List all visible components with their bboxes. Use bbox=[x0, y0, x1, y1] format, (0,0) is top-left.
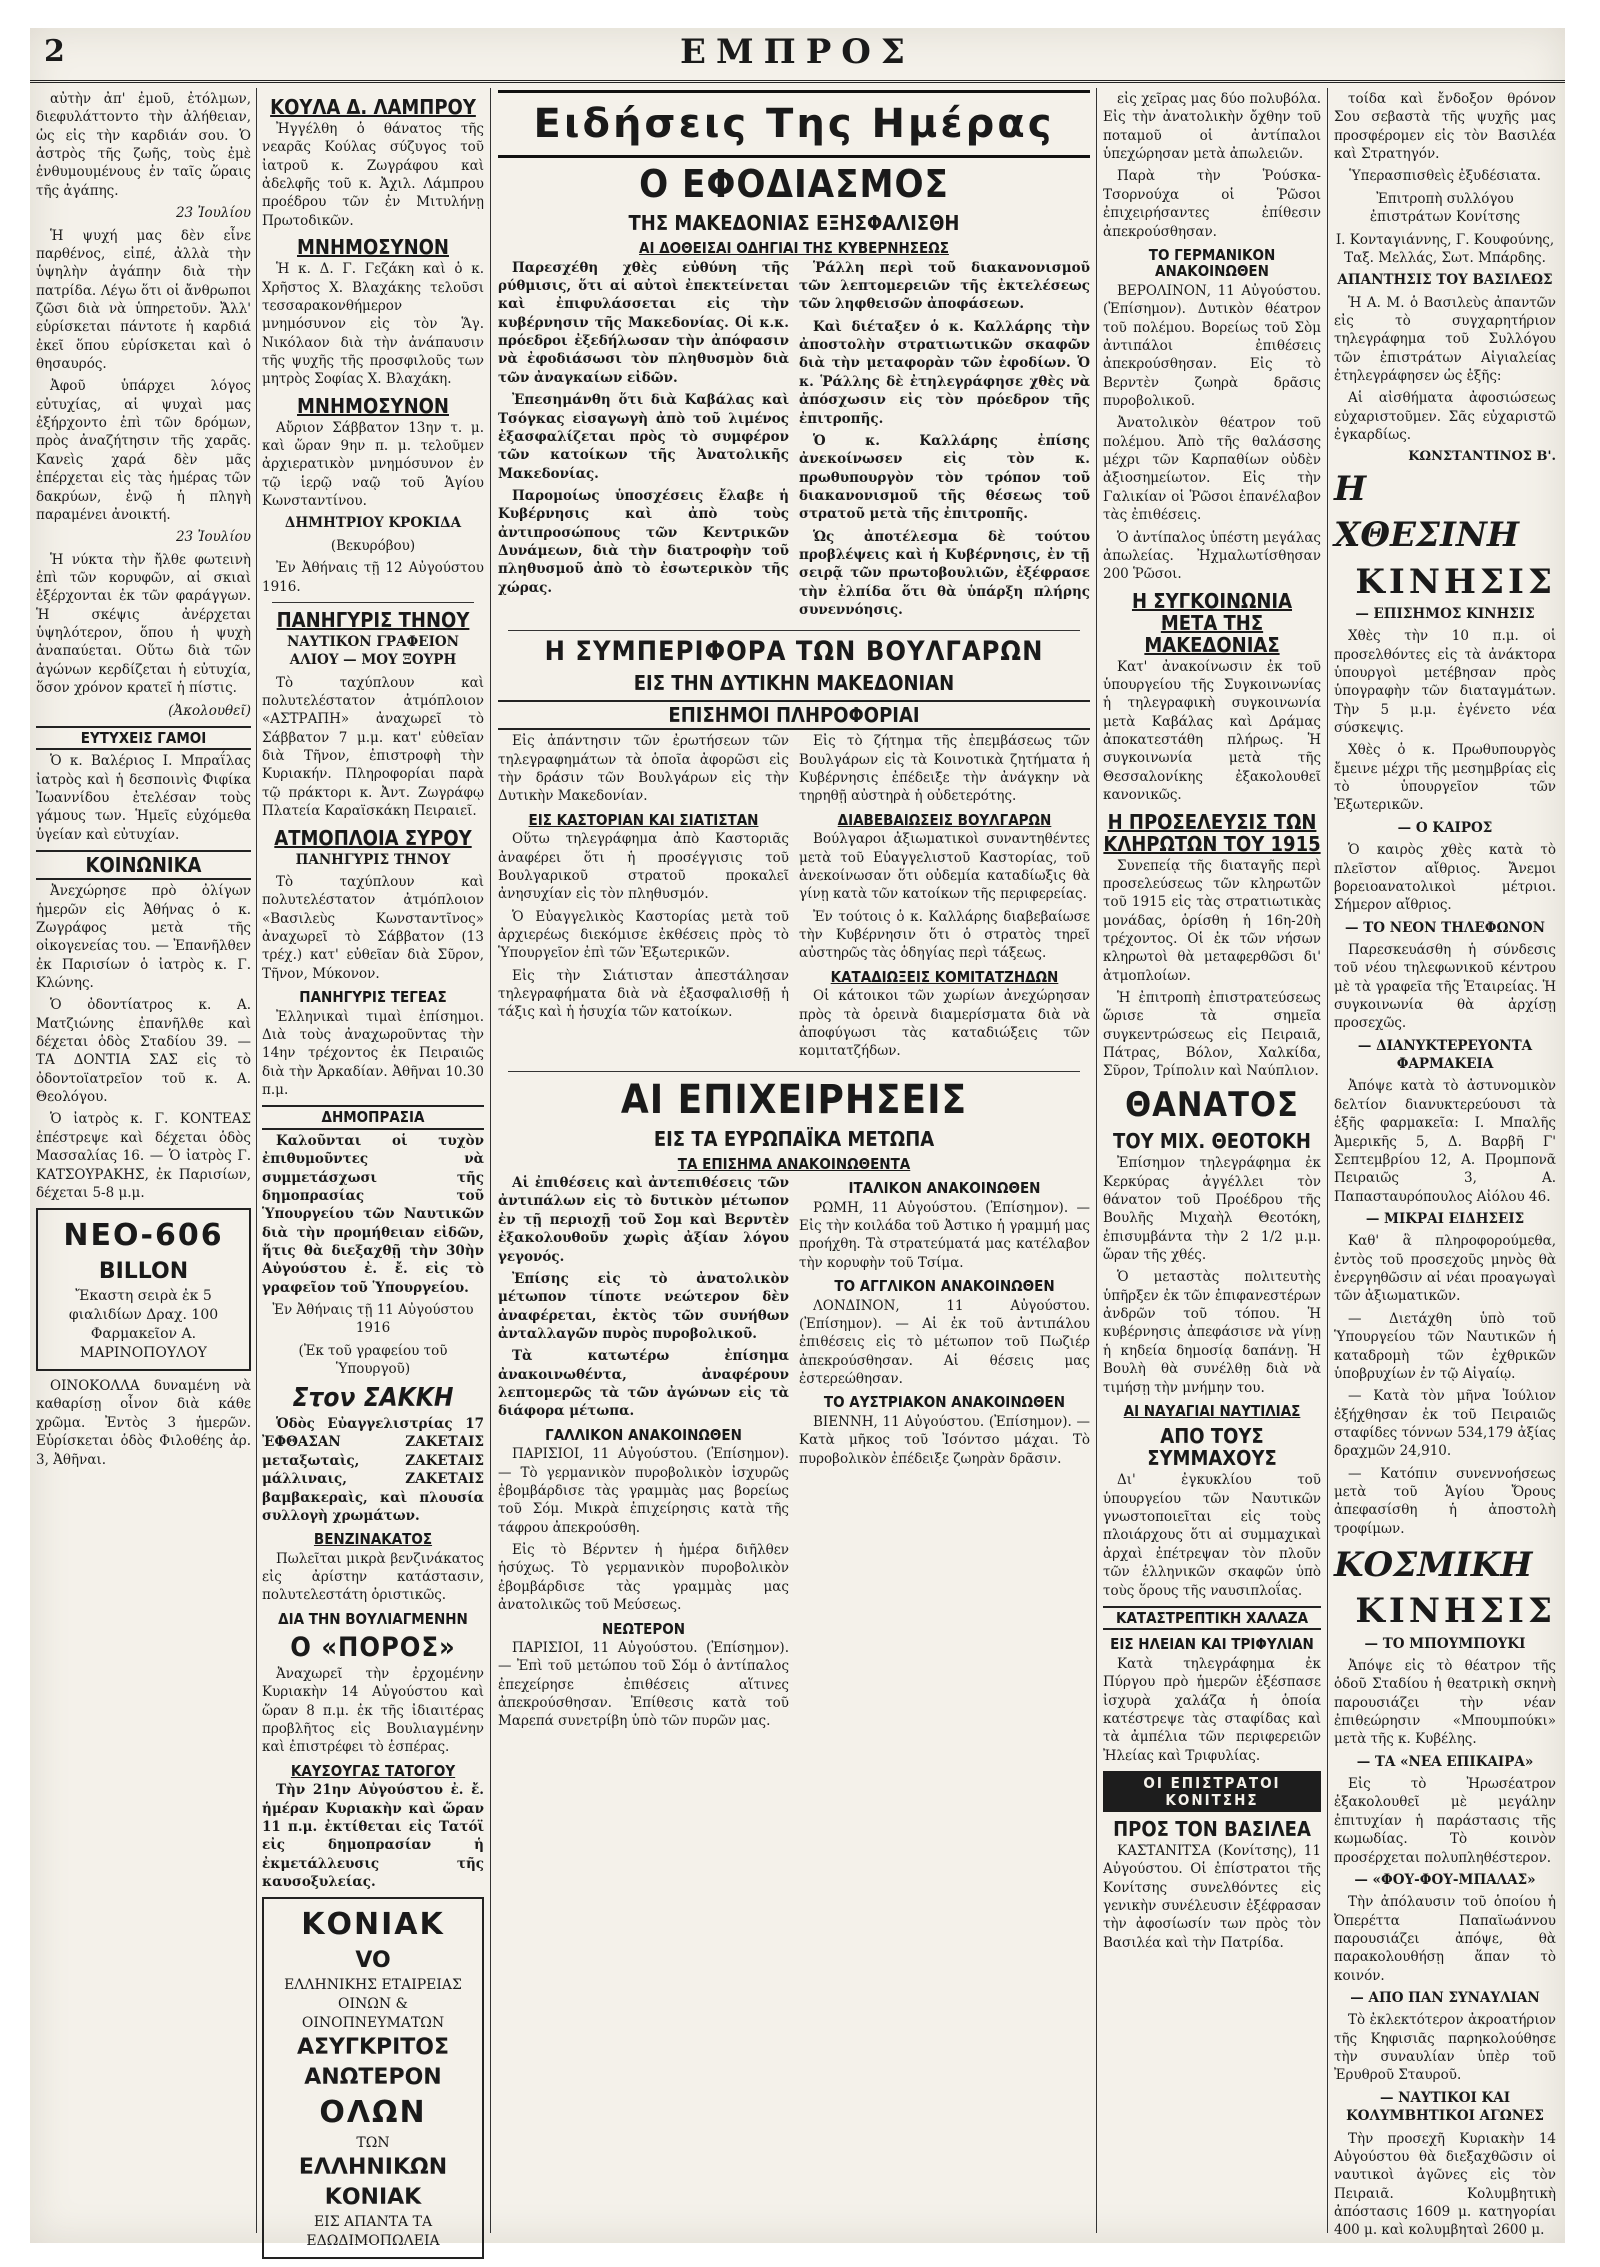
subheading: — ΤΑ «ΝΕΑ ΕΠΙΚΑΙΡΑ» bbox=[1356, 1753, 1534, 1770]
paragraph: Ἡ ψυχή μας δὲν εἶνε παρθένος, εἰπέ, ἀλλὰ τὴν ὑψηλὴν ἀγάπην διὰ τὴν πατρίδα. Λέγω ὅτι οἱ ἄνθρωποι ζῶσι διὰ νὰ ὑπηρετοῦν. Ἄλλ' εὑρίσκεται πάντοτε ἡ καρδιά ἐκεῖ ὅπου εὑρίσκεται καὶ ὁ θησαυρός. bbox=[36, 227, 251, 373]
headline-deck: ΤΑ ΕΠΙΣΗΜΑ ΑΝΑΚΟΙΝΩΘΕΝΤΑ bbox=[677, 1154, 911, 1173]
signature: Ἐπιτροπὴ συλλόγου ἐπιστράτων Κονίτσης bbox=[1369, 190, 1521, 226]
dateline: 23 Ἰουλίου bbox=[175, 529, 251, 546]
paragraph: Χθὲς ὁ κ. Πρωθυπουργὸς ἔμεινε μέχρι τῆς μεσημβρίας εἰς τὸ ὑπουργεῖον τῶν Ἐξωτερικῶν. bbox=[1334, 742, 1556, 814]
paragraph: Ἐπεσημάνθη ὅτι διὰ Καβάλας καὶ Τσόγκας εἰσαγωγὴ ἀπὸ τοῦ λιμένος ἐξασφαλίζεται πρὸς τὸ συμφέρον τῶν κατοίκων τῆς Ἀνατολικῆς Μακεδονίας. bbox=[498, 392, 789, 482]
paragraph: Καὶ διέταξεν ὁ κ. Καλλάρης τὴν ἀποστολὴν στρατιωτικῶν σκαφῶν διὰ τὴν μεταφορὰν τῶν ἐφοδίων. Ὁ κ. Ῥάλλης δὲ ἐτηλεγράφησε χθὲς νὰ ἀπόσχωσιν εἰς τὸν πρόεδρον τῆς ἐπιτροπῆς. bbox=[799, 318, 1090, 427]
notice-subheading: ΠΑΝΗΓΥΡΙΣ ΤΗΝΟΥ bbox=[295, 851, 451, 868]
subheading: — «ΦΟΥ-ΦΟΥ-ΜΠΑΛΑΣ» bbox=[1354, 1871, 1536, 1888]
paragraph: αὐτὴν ἀπ' ἐμοῦ, ἐτόλμων, διεφυλάττοντο τὴν ἀλήθειαν, ὡς εἰς τὴν καρδιάν σου. Ὁ ἀστρὸς τῆς ζωῆς, τοὺς ἐμὲ ἐνθυμουμένους ἐν ταῖς ὥραις τῆς ἀγάπης. bbox=[36, 91, 251, 199]
subheading: — ΝΑΥΤΙΚΟΙ ΚΑΙ ΚΟΛΥΜΒΗΤΙΚΟΙ ΑΓΩΝΕΣ bbox=[1346, 2089, 1544, 2125]
subheading: ΤΟ ΑΥΣΤΡΙΑΚΟΝ ΑΝΑΚΟΙΝΩΘΕΝ bbox=[823, 1393, 1066, 1412]
ad-line: ΟΛΩΝ bbox=[319, 2095, 427, 2131]
headline: ΟΙ ΕΠΙΣΤΡΑΤΟΙ ΚΟΝΙΤΣΗΣ bbox=[1103, 1771, 1321, 1812]
quote: Ὑπερασπισθεὶς ἐξυδέσιατα. bbox=[1349, 168, 1541, 185]
newspaper-page bbox=[30, 28, 1565, 2249]
paragraph: — Κατόπιν συνεννοήσεως μετὰ τοῦ Ἁγίου Ὄρους ἀπεφασίσθη ἡ ἀποστολὴ τροφίμων. bbox=[1334, 1465, 1556, 1537]
paragraph: Ὁ ἀντίπαλος ὑπέστη μεγάλας ἀπωλείας. Ἠχμαλωτίσθησαν 200 Ῥῶσοι. bbox=[1103, 529, 1321, 583]
quote: Αἱ αἰσθήματα ἀφοσιώσεως εὐχαριστοῦμεν. Σᾶς εὐχαριστῶ ἐγκαρδίως. bbox=[1334, 390, 1556, 444]
subheading: — ΤΟ ΜΠΟΥΜΠΟΥΚΙ bbox=[1364, 1635, 1526, 1652]
paragraph: Τὰ κατωτέρω ἐπίσημα ἀνακοινωθέντα, ἀναφέρουν λεπτομερῶς τὰ τῶν ἀγώνων εἰς τὰ διάφορα μέτωπα. bbox=[498, 1348, 789, 1420]
column-rule bbox=[1096, 88, 1097, 2233]
paragraph: Ὁ ἰατρὸς κ. Γ. ΚΟΝΤΕΑΣ ἐπέστρεψε καὶ δέχεται ὁδὸς Μασσαλίας 16. — Ὁ ἰατρὸς Γ. ΚΑΤΣΟΥΡΑΚΗΣ, ἐκ Παρισίων, δέχεται 5-8 μ.μ. bbox=[36, 1111, 251, 1201]
headline: Ο ΕΦΟΔΙΑΣΜΟΣ bbox=[639, 162, 949, 207]
ad-line: ΑΣΥΓΚΡΙΤΟΣ ΑΝΩΤΕΡΟΝ bbox=[296, 2035, 450, 2091]
paragraph: Παρεσκευάσθη ἡ σύνδεσις τοῦ νέου τηλεφωνικοῦ κέντρου μὲ τὰ γραφεῖα τῆς Ἑταιρείας. Ἡ συγκοινωνία θὰ ἀρχίσῃ προσεχῶς. bbox=[1334, 941, 1556, 1032]
paragraph: Ἡ Α. Μ. ὁ Βασιλεὺς ἀπαντῶν εἰς τὸ συγχαρητήριον τηλεγράφημα τοῦ Συλλόγου τῶν ἐπιστράτων Αἰγιαλείας ἐτηλεγράφησεν ὡς ἑξῆς: bbox=[1334, 294, 1556, 385]
paragraph: Ἀνατολικὸν θέατρον τοῦ πολέμου. Ἀπὸ τῆς θαλάσσης μέχρι τῶν Καρπαθίων οὐδὲν ἀξιοσημείωτον. Εἰς τὴν Γαλικίαν οἱ Ῥῶσοι ἐπανέλαβον τὰς ἐπιθέσεις. bbox=[1103, 415, 1321, 524]
headline-deck: ΑΙ ΔΟΘΕΙΣΑΙ ΟΔΗΓΙΑΙ ΤΗΣ ΚΥΒΕΡΝΗΣΕΩΣ bbox=[639, 239, 949, 258]
paragraph: Τὴν ἀπόλαυσιν τοῦ ὁποίου ἡ Ὀπερέττα Παπαϊωάννου παρουσιάζει ἀπόψε, θὰ παρακολουθήσῃ ἅπαν τὸ κοινόν. bbox=[1334, 1894, 1556, 1984]
paragraph: Ὡς ἀποτέλεσμα δὲ τούτου προβλέψεις καὶ ἡ Κυβέρνησις, ἐν τῇ σειρᾷ τῶν πρωτοβουλιῶν, ἐξέφρασε τὴν ἐλπίδα ὅτι θὰ ὑπάρξη πλήρης συνεννόησις. bbox=[799, 528, 1090, 619]
ad-line: ΕΛΛΗΝΙΚΗΣ ΕΤΑΙΡΕΙΑΣ ΟΙΝΩΝ & ΟΙΝΟΠΝΕΥΜΑΤΩΝ bbox=[284, 1977, 462, 2032]
ad-line: ΕΙΣ ΑΠΑΝΤΑ ΤΑ ΕΔΩΔΙΜΟΠΩΛΕΙΑ bbox=[306, 2213, 440, 2249]
paragraph: Εἰς τὸ Ἠρωσέατρον ἐξακολουθεῖ μὲ μεγάλην ἐπιτυχίαν ἡ παράστασις τῆς κωμωδίας. Τὸ κοινὸν προσέρχεται πολυπληθέστερον. bbox=[1334, 1776, 1556, 1866]
subheading: ΔΙΑΒΕΒΑΙΩΣΕΙΣ ΒΟΥΛΓΑΡΩΝ bbox=[837, 810, 1052, 829]
dateline: Ἐν Ἀθήναις τῇ 11 Αὐγούστου 1916 bbox=[272, 1302, 474, 1337]
paragraph: Παρεσχέθη χθὲς εὐθύνη τῆς ρύθμισις, ὅτι αἱ αὐτοὶ ἐπεκτείνεται καὶ ἐπιφυλάσσεται εἰς τὴν κυβέρνησιν τῆς Μακεδονίας. Οἱ κ.κ. πρόεδροι ἐξεδήλωσαν τὴν ἀπόφασιν νὰ ἐφοδιάσωσι τὸν πληθυσμὸν διὰ τῶν ἀναγκαίων εἰδῶν. bbox=[498, 259, 789, 386]
divider bbox=[508, 630, 1080, 631]
subheading: ΙΤΑΛΙΚΟΝ ΑΝΑΚΟΙΝΩΘΕΝ bbox=[848, 1179, 1041, 1198]
section-title: ΚΟΣΜΙΚΗ bbox=[1334, 1545, 1533, 1586]
column-2 bbox=[262, 90, 484, 2249]
paragraph: εἰς χεῖρας μας δύο πολυβόλα. Εἰς τὴν ἀνατολικὴν ὄχθην τοῦ ποταμοῦ οἱ ἀντίπαλοι ὑπεχώρησαν μετὰ ἀπωλειῶν. bbox=[1103, 91, 1321, 163]
paragraph: ΠΑΡΙΣΙΟΙ, 11 Αὐγούστου. (Ἐπίσημον). — Ἐπὶ τοῦ μετώπου τοῦ Σόμ ὁ ἀντίπαλος ἐπεχείρησε ἐπιθέσεις αἵτινες ἀπεκρούσθησαν. Ἐπίθεσις κατὰ τοῦ Μαρεπά συνετρίβη ὑπὸ τῶν πυρῶν μας. bbox=[498, 1640, 789, 1730]
headline-sub: ΕΙΣ ΤΑ ΕΥΡΩΠΑΪΚΑ ΜΕΤΩΠΑ bbox=[653, 1126, 935, 1151]
paragraph: Χθὲς τὴν 10 π.μ. οἱ προσελθόντες εἰς τὰ ἀνάκτορα ὑπουργοὶ μετέβησαν πρὸς ὑπογραφὴν τῶν διαταγμάτων. Τὴν 5 μ.μ. ἐγένετο νέα σύσκεψις. bbox=[1334, 628, 1556, 736]
paragraph: ΡΩΜΗ, 11 Αὐγούστου. (Ἐπίσημον). — Εἰς τὴν κοιλάδα τοῦ Ἀστικο ἡ γραμμή μας προήχθη. Τὰ στρατεύματά μας κατέλαβον τὴν κορυφὴν τοῦ Τσίμα. bbox=[799, 1199, 1090, 1271]
paragraph: Ὁ καιρὸς χθὲς κατὰ τὸ πλεῖστον αἴθριος. Ἄνεμοι βορειοανατολικοὶ μέτριοι. Σήμερον αἴθριος. bbox=[1334, 842, 1556, 914]
subheading: — ΤΟ ΝΕΟΝ ΤΗΛΕΦΩΝΟΝ bbox=[1345, 919, 1545, 936]
subheading: ΤΟ ΑΓΓΛΙΚΟΝ ΑΝΑΚΟΙΝΩΘΕΝ bbox=[834, 1277, 1055, 1296]
paragraph: Καθ' ἃ πληροφορούμεθα, ἐντὸς τοῦ προσεχοῦς μηνὸς θὰ ἐνεργηθῶσιν αἱ νέαι προαγωγαὶ τῶν ἀξιωματικῶν. bbox=[1334, 1233, 1556, 1305]
paragraph: ΠΑΡΙΣΙΟΙ, 11 Αὐγούστου. (Ἐπίσημον). — Τὸ γερμανικὸν πυροβολικὸν ἰσχυρῶς ἐβομβάρδισε τὰς γραμμὰς μας βορείως τοῦ Σόμ. Μικρὰ ἐπιχείρησις κατὰ τῆς τάφρου ἀπεκρούσθη. bbox=[498, 1446, 789, 1536]
headline-sub: ΤΗΣ ΜΑΚΕΔΟΝΙΑΣ ΕΞΗΣΦΑΛΙΣΘΗ bbox=[628, 211, 960, 236]
paragraph: Βούλγαροι ἀξιωματικοὶ συναντηθέντες μετὰ τοῦ Εὐαγγελιστοῦ Καστορίας, τοῦ ἀνεκοίνωσαν ὅτι οὐδεμία καταδίωξις θὰ γίνῃ κατὰ τῶν κατοίκων τῆς περιφερείας. bbox=[799, 831, 1090, 903]
divider bbox=[272, 602, 474, 603]
ad-heading-name: ΣΑΚΚΗ bbox=[363, 1383, 454, 1414]
column-5 bbox=[1334, 90, 1556, 2239]
column-rule bbox=[256, 88, 257, 2233]
notice-heading: ΠΑΝΗΓΥΡΙΣ ΤΕΓΕΑΣ bbox=[299, 988, 447, 1007]
article-body bbox=[498, 732, 1090, 1064]
paragraph: Ὁ ὀδοντίατρος κ. Α. Ματζιώνης ἐπανῆλθε καὶ δέχεται ὁδὸς Σταδίου 39. — ΤΑ ΔΟΝΤΙΑ ΣΑΣ εἰς τὸ ὀδοντοϊατρεῖον τοῦ κ. Α. Θεολόγου. bbox=[36, 997, 251, 1106]
subheading: — ΕΠΙΣΗΜΟΣ ΚΙΝΗΣΙΣ bbox=[1355, 605, 1535, 622]
paragraph: — Κατὰ τὸν μῆνα Ἰούλιον ἐξήχθησαν ἐκ τοῦ Πειραιῶς σταφίδες τόννων 534,179 ἀξίας δραχμῶν 24,910. bbox=[1334, 1388, 1556, 1460]
paragraph: Οἱ κάτοικοι τῶν χωρίων ἀνεχώρησαν πρὸς τὰ ὀρεινὰ διαμερίσματα διὰ νὰ ἀποφύγωσι τὰς καταδιώξεις τῶν κομιτατζήδων. bbox=[799, 988, 1090, 1060]
paragraph: Ἐν τούτοις ὁ κ. Καλλάρης διαβεβαίωσε τὴν Κυβέρνησιν ὅτι ὁ στρατὸς τηρεῖ αὐστηρῶς τὰς ὁδηγίας περὶ τάξεως. bbox=[799, 908, 1090, 962]
paragraph: Ἠγγέλθη ὁ θάνατος τῆς νεαρᾶς Κούλας σύζυγος τοῦ ἰατροῦ κ. Ζωγράφου καὶ ἀδελφῆς τοῦ κ. Ἀχιλ. Λάμπρου προέδρου τῶν ἐν Μιτυλήνῃ Πρωτοδικῶν. bbox=[262, 121, 484, 229]
advertisement-neo606 bbox=[36, 1208, 251, 1371]
names: Ι. Κονταγιάννης, Γ. Κουφούνης, Ταξ. Μελλάς, Σωτ. Μπάρδης. bbox=[1335, 231, 1555, 266]
ad-heading-prefix: Στον bbox=[292, 1383, 356, 1414]
subheading: ΑΠΑΝΤΗΣΙΣ ΤΟΥ ΒΑΣΙΛΕΩΣ bbox=[1337, 272, 1553, 289]
paragraph: ΚΑΣΤΑΝΙΤΣΑ (Κονίτσης), 11 Αὐγούστου. Οἱ ἐπίστρατοι τῆς Κονίτσης συνελθόντες εἰς γενικὴν συνέλευσιν ἐξέφρασαν τὴν ἀφοσίωσίν των πρὸς τὸν Βασιλέα καὶ τὴν Πατρίδα. bbox=[1103, 1843, 1321, 1951]
paragraph: Κατ' ἀνακοίνωσιν ἐκ τοῦ ὑπουργείου τῆς Συγκοινωνίας ἡ τηλεγραφικὴ συγκοινωνία μετὰ Καβάλας καὶ Δράμας ἀποκατεστάθη πλήρως. Ἡ συγκοινωνία μετὰ τῆς Θεσσαλονίκης ἐξακολουθεῖ κανονικῶς. bbox=[1103, 658, 1321, 804]
notice-heading: ΜΝΗΜΟΣΥΝΟΝ bbox=[297, 393, 449, 418]
notice-heading: ΔΗΜΟΠΡΑΣΙΑ bbox=[262, 1105, 484, 1130]
page-number: 2 bbox=[44, 34, 65, 69]
paragraph: Εἰς τὴν Σιάτισταν ἀπεστάλησαν τηλεγραφήματα διὰ νὰ ἐξασφαλισθῇ ἡ τάξις καὶ ἡ ἡσυχία τῶν κατοίκων. bbox=[498, 967, 789, 1021]
paragraph: Ἀφοῦ ὑπάρχει λόγος εὐτυχίας, αἱ ψυχαὶ μας ἐξήρχοντο ἐπὶ τῶν δρόμων, πρὸς ἀναζήτησιν τῆς χαρᾶς. Κανεὶς χαρά δὲν μᾶς ἐπέρχεται εἰς τὰς ἡμέρας τῶν δακρύων, ἐνῷ ἡ πληγὴ παραμένει ἀνοικτή. bbox=[36, 378, 251, 523]
section-title: Η ΧΘΕΣΙΝΗ bbox=[1334, 469, 1520, 556]
notice-subheading: ΝΑΥΤΙΚΟΝ ΓΡΑΦΕΙΟΝ ΑΛΙΟΥ — ΜΟΥ ΞΟΥΡΗ bbox=[286, 633, 460, 669]
paragraph: Ὁδὸς Εὐαγγελιστρίας 17 ἘΦΘΑΣΑΝ ΖΑΚΕΤΑΙΣ μεταξωταὶς, ΖΑΚΕΤΑΙΣ μάλλιναις, ΖΑΚΕΤΑΙΣ βαμβακεραὶς, καὶ πλουσία συλλογὴ χρωμάτων. bbox=[262, 1416, 484, 1524]
subheading: — ΑΠΟ ΠΑΝ ΣΥΝΑΥΛΙΑΝ bbox=[1350, 1990, 1540, 2007]
ad-heading: ΒΕΝΖΙΝΑΚΑΤΟΣ bbox=[313, 1530, 433, 1549]
notice-heading: ΑΤΜΟΠΛΟΙΑ ΣΥΡΟΥ bbox=[274, 825, 472, 850]
ad-title: ΚΟΝΙΑΚ bbox=[301, 1907, 445, 1943]
headline: Η ΠΡΟΣΕΛΕΥΣΙΣ ΤΩΝ ΚΛΗΡΩΤΩΝ ΤΟΥ 1915 bbox=[1103, 809, 1321, 856]
subheading: ΤΟ ΓΕΡΜΑΝΙΚΟΝ ΑΝΑΚΟΙΝΩΘΕΝ bbox=[1148, 245, 1276, 281]
headline: Η ΣΥΜΠΕΡΙΦΟΡΑ ΤΩΝ ΒΟΥΛΓΑΡΩΝ bbox=[544, 635, 1044, 667]
paragraph: Τὸ ταχύπλουν καὶ πολυτελέστατον ἀτμόπλοιον «ΑΣΤΡΑΠΗ» ἀναχωρεῖ τὸ Σάββατον 7 μ.μ. κατ' εὐθεῖαν διὰ Τῆνον, ἐπιστροφὴ τὴν Κυριακήν. Πληροφορίαι παρὰ τῷ πράκτορι κ. Ἀντ. Ζωγράφῳ Πλατεία Καραϊσκάκη Πειραιεῖ. bbox=[262, 674, 484, 820]
paragraph: Ἐπίσημον τηλεγράφημα ἐκ Κερκύρας ἀγγέλλει τὸν θάνατον τοῦ Προέδρου τῆς Βουλῆς Μιχαὴλ Θεοτόκη, ἐπισυμβάντα τὴν 2 1/2 μ.μ. ὥραν τῆς χθές. bbox=[1103, 1155, 1321, 1263]
ad-line: ΤΩΝ bbox=[356, 2134, 390, 2151]
paragraph: Αὔριον Σάββατον 13ην τ. μ. καὶ ὥραν 9ην π. μ. τελοῦμεν ἀρχιερατικὸν μνημόσυνον ἐν τῷ ἱερῷ ναῷ τοῦ Ἁγίου Κωνσταντίνου. bbox=[262, 419, 484, 510]
ad-subtitle: BILLON bbox=[98, 1259, 189, 1285]
dateline: Ἐν Ἀθήναις τῇ 12 Αὐγούστου 1916. bbox=[262, 560, 484, 595]
ad-text: Ἔκαστη σειρὰ ἐκ 5 φιαλιδίων Δραχ. 100 Φαρμακεῖον Α. ΜΑΡΙΝΟΠΟΥΛΟΥ bbox=[68, 1287, 219, 1362]
section-title: ΚΙΝΗΣΙΣ bbox=[1355, 1591, 1556, 1632]
subheading: ΓΑΛΛΙΚΟΝ ΑΝΑΚΟΙΝΩΘΕΝ bbox=[545, 1425, 742, 1444]
paragraph: Καλοῦνται οἱ τυχὸν ἐπιθυμοῦντες νὰ συμμετάσχωσι τῆς δημοπρασίας τοῦ Ὑπουργείου τῶν Ναυτικῶν διὰ τὴν προμήθειαν εἰδῶν, ἥτις θὰ διεξαχθῇ τὴν 30ὴν Αὐγούστου ἐ. ἔ. εἰς τὸ γραφεῖον τοῦ Ὑπουργείου. bbox=[262, 1132, 484, 1296]
masthead bbox=[30, 28, 1565, 83]
paragraph: Ἡ νύκτα τὴν ἤλθε φωτεινὴ ἐπὶ τῶν κορυφῶν, αἱ σκιαὶ ἐξέρχονται ἐκ τῶν φαράγγων. Ἡ σκέψις ἀνέρχεται ὑψηλότερον, ὅπου ἡ ψυχὴ ἀναπαύεται. Οὕτω διὰ τῶν ἀγώνων κερδίζεται ἡ εὐτυχία, ὅσον χρόνον κρατεῖ ἡ πίστις. bbox=[36, 551, 251, 697]
paragraph: Ὁ κ. Καλλάρης ἐπίσης ἀνεκοίνωσεν εἰς τὸν κ. πρωθυπουργὸν τὸν τρόπον τοῦ διακανονισμοῦ τῆς θέσεως τοῦ στρατοῦ μετὰ τῆς ἐπιτροπῆς. bbox=[799, 432, 1090, 523]
paragraph: Ἡ ἐπιτροπὴ ἐπιστρατεύσεως ὥρισε τὰ σημεῖα συγκεντρώσεως εἰς Πειραιᾶ, Πάτρας, Βόλον, Χαλκίδα, Σῦρον, Τρίπολιν καὶ Ναύπλιον. bbox=[1103, 990, 1321, 1080]
paragraph: Αἱ ἐπιθέσεις καὶ ἀντεπιθέσεις τῶν ἀντιπάλων εἰς τὸ δυτικὸν μέτωπον ἐν τῇ περιοχῇ τοῦ Σομ καὶ Βερντὲν ἐξακολουθοῦν χωρὶς ἀξίαν λόγου γεγονός. bbox=[498, 1175, 789, 1265]
column-3-news bbox=[498, 90, 1090, 2233]
paragraph: Παρομοίως ὑποσχέσεις ἔλαβε ἡ Κυβέρνησις καὶ ἀπὸ τοὺς ἀντιπροσώπους τῶν Κεντρικῶν Δυνάμεων, διὰ τὴν διατροφὴν τοῦ πληθυσμοῦ ἀπὸ τὸ ἐσωτερικὸν τῆς χώρας. bbox=[498, 488, 789, 596]
headline: ΘΑΝΑΤΟΣ bbox=[1125, 1084, 1299, 1125]
paragraph: — Διετάχθη ὑπὸ τοῦ Ὑπουργείου τῶν Ναυτικῶν ἡ καταδρομὴ τῶν ἐχθρικῶν ὑποβρυχίων ἐν τῷ Αἰγαίῳ. bbox=[1334, 1310, 1556, 1382]
subheading: ΚΑΤΑΔΙΩΞΕΙΣ ΚΟΜΙΤΑΤΖΗΔΩΝ bbox=[830, 967, 1059, 986]
paragraph: Ἀπόψε κατὰ τὸ ἀστυνομικὸν δελτίον διανυκτερεύουσι τὰ ἑξῆς φαρμακεῖα: Ι. Μπαλῆς Ἀμερικῆς 5, Δ. Βαρβῆ Γ' Σεπτεμβρίου 12, Α. Προμπονᾶ Πειραιῶς 3, Α. Παπασταυρόπουλος Αἰόλου 46. bbox=[1334, 1078, 1556, 1205]
deceased-name: ΔΗΜΗΤΡΙΟΥ ΚΡΟΚΙΔΑ bbox=[284, 515, 462, 532]
source-note: (Ἐκ τοῦ γραφείου τοῦ Ὑπουργοῦ) bbox=[298, 1342, 448, 1378]
paragraph: Ὁ κ. Βαλέριος Ι. Μπραΐλας ἰατρὸς καὶ ἡ δεσποινὶς Φιφίκα Ἰωαννίδου ἐτελέσαν τοὺς γάμους των. Ἡμεῖς εὐχόμεθα ὑγείαν καὶ εὐτυχίαν. bbox=[36, 753, 251, 843]
advertisement-koniak bbox=[262, 1897, 484, 2258]
dateline: 23 Ἰουλίου bbox=[175, 205, 251, 222]
paragraph: Ἀναχωρεῖ τὴν ἐρχομένην Κυριακὴν 14 Αὐγούστου καὶ ὥραν 8 π.μ. ἐκ τῆς ἰδιαιτέρας προβλῆτος εἰς Βουλιαγμένην καὶ ἐπιστρέφει τὸ ἑσπέρας. bbox=[262, 1666, 484, 1756]
headline-sub: ΤΟΥ ΜΙΧ. ΘΕΟΤΟΚΗ bbox=[1113, 1129, 1311, 1154]
article-body bbox=[498, 259, 1090, 624]
paragraph: Δι' ἐγκυκλίου τοῦ ὑπουργείου τῶν Ναυτικῶν γνωστοποιεῖται εἰς τοὺς πλοιάρχους ὅτι αἱ συμμαχικαὶ ἀρχαὶ ἐπέτρεψαν τὸν πλοῦν τῶν ἑλληνικῶν σκαφῶν ὑπὸ τοὺς ὅρους τῆς ναυσιπλοΐας. bbox=[1103, 1472, 1321, 1599]
paragraph: Τὴν προσεχῆ Κυριακὴν 14 Αὐγούστου θὰ διεξαχθῶσιν οἱ ναυτικοὶ ἀγῶνες εἰς τὸν Πειραιᾶ. Κολυμβητικὴ ἀπόστασις 1609 μ. κατηγορίαι 400 μ. καὶ κολυμβηταὶ 2600 μ. bbox=[1334, 2130, 1556, 2239]
ad-brand: VO bbox=[355, 1948, 391, 1974]
signature: ΚΩΝΣΤΑΝΤΙΝΟΣ Β'. bbox=[1408, 449, 1556, 465]
column-rule bbox=[490, 88, 491, 2233]
headline: Η ΣΥΓΚΟΙΝΩΝΙΑ ΜΕΤΑ ΤΗΣ ΜΑΚΕΔΟΝΙΑΣ bbox=[1131, 588, 1293, 657]
paragraph: Οὕτω τηλεγράφημα ἀπὸ Καστοριᾶς ἀναφέρει ὅτι ἡ προσέγγισις τοῦ Βουλγαρικοῦ στρατοῦ προκαλεῖ ἀνησυχίαν εἰς τὸν πληθυσμόν. bbox=[498, 831, 789, 903]
paragraph: Συνεπείᾳ τῆς διαταγῆς περὶ προσελεύσεως τῶν κληρωτῶν τοῦ 1915 εἰς τὰς στρατιωτικὰς μονάδας, ὁρίσθη ἡ 16η-20ὴ τρέχοντος. Οἱ ἐκ τῶν νήσων κληρωτοὶ θὰ μεταφερθῶσι δι' ἀτμοπλοίων. bbox=[1103, 857, 1321, 984]
notice-heading: ΠΑΝΗΓΥΡΙΣ ΤΗΝΟΥ bbox=[276, 607, 470, 632]
paragraph: Ἐπίσης εἰς τὸ ἀνατολικὸν μέτωπον τίποτε νεώτερον δὲν ἀναφέρεται, ἐκτὸς τῶν συνήθων ἀνταλλαγῶν πυρὸς πυροβολικοῦ. bbox=[498, 1270, 789, 1342]
headline-sub: ΕΙΣ ΗΛΕΙΑΝ ΚΑΙ ΤΡΙΦΥΛΙΑΝ bbox=[1110, 1635, 1314, 1654]
ad-heading: Ο «ΠΟΡΟΣ» bbox=[290, 1632, 456, 1664]
paragraph: Ἀνεχώρησε πρὸ ὀλίγων ἡμερῶν εἰς Ἀθήνας ὁ κ. Ζωγράφος μετὰ τῆς οἰκογενείας του. — Ἐπανῆλθεν ἐκ Παρισίων ὁ ἰατρὸς κ. Γ. Κλώνης. bbox=[36, 883, 251, 991]
headline: ΚΑΤΑΣΤΡΕΠΤΙΚΗ ΧΑΛΑΖΑ bbox=[1103, 1606, 1321, 1631]
paragraph: Πωλεῖται μικρὰ βενζινάκατος εἰς ἀρίστην κατάστασιν, πολυτελεστάτη ὁριστικῶς. bbox=[262, 1550, 484, 1604]
paragraph: Παρὰ τὴν Ῥούσκα-Τσορνούχα οἱ Ῥῶσοι ἐπιχειρήσαντες ἐπίθεσιν ἀπεκρούσθησαν. bbox=[1103, 168, 1321, 240]
paragraph: Ὁ μεταστὰς πολιτευτὴς ὑπῆρξεν ἐκ τῶν ἐπιφανεστέρων ἀνδρῶν τοῦ τόπου. Ἡ κυβέρνησις ἀπεφάσισε νὰ γίνῃ ἡ κηδεία δημοσίᾳ δαπάνῃ. Ἡ Βουλὴ θὰ συνέλθῃ διὰ νὰ τιμήσῃ τὴν μνήμην του. bbox=[1103, 1269, 1321, 1396]
headline: ΑΙ ΝΑΥΑΓΙΑΙ ΝΑΥΤΙΛΙΑΣ bbox=[1123, 1401, 1301, 1420]
paragraph: Εἰς ἀπάντησιν τῶν ἐρωτήσεων τῶν τηλεγραφημάτων τὰ ὁποῖα ἀφορῶσι εἰς τὴν δράσιν τῶν Βουλγάρων εἰς τὴν Δυτικὴν Μακεδονίαν. bbox=[498, 733, 789, 805]
column-rule bbox=[1327, 88, 1328, 2233]
column-1 bbox=[36, 90, 251, 2233]
paragraph: τοίδα καὶ ἔνδοξον θρόνον Σου σεβαστὰ τῆς ψυχῆς μας προσφέρομεν εἰς τὸν Βασιλέα καὶ Στρατηγόν. bbox=[1334, 91, 1556, 163]
continued-note: (Ἀκολουθεῖ) bbox=[168, 702, 251, 719]
paragraph: ΒΕΡΟΛΙΝΟΝ, 11 Αὐγούστου. (Ἐπίσημον). Δυτικὸν θέατρον τοῦ πολέμου. Βορείως τοῦ Σὸμ ἀντιπάλοι ἐπιθέσεις ἀπεκρούσθησαν. Εἰς τὸ Βερντὲν ζωηρὰ δρᾶσις πυροβολικοῦ. bbox=[1103, 282, 1321, 410]
ad-heading bbox=[262, 1384, 484, 1413]
notice-heading: ΚΟΥΛΑ Δ. ΛΑΜΠΡΟΥ bbox=[270, 95, 476, 119]
paragraph: Ἐλληνικαὶ τιμαὶ ἐπίσημοι. Διὰ τοὺς ἀναχωροῦντας τὴν 14ην τρέχοντος ἐκ Πειραιῶς διὰ τὴν Ἀρκαδίαν. Ἀθῆναι 10.30 π.μ. bbox=[262, 1008, 484, 1098]
subheading: ΕΙΣ ΚΑΣΤΟΡΙΑΝ ΚΑΙ ΣΙΑΤΙΣΤΑΝ bbox=[528, 810, 759, 829]
newspaper-title: ΕΜΠΡΟΣ bbox=[680, 32, 915, 72]
headline-sub: ΕΙΣ ΤΗΝ ΔΥΤΙΚΗΝ ΜΑΚΕΔΟΝΙΑΝ bbox=[633, 671, 955, 696]
section-heading: ΕΥΤΥΧΕΙΣ ΓΑΜΟΙ bbox=[36, 726, 251, 751]
paragraph: ΒΙΕΝΝΗ, 11 Αὐγούστου. (Ἐπίσημον). — Κατὰ μῆκος τοῦ Ἰσόντσο μάχαι. Τὸ πυροβολικὸν ἐπέδειξε ζωηρὰν δρᾶσιν. bbox=[799, 1413, 1090, 1467]
article-body bbox=[498, 1174, 1090, 1735]
paragraph: ΟΙΝΟΚΟΛΛΑ δυναμένη νὰ καθαρίσῃ οἶνον διὰ κάθε χρῶμα. Ἐντὸς 3 ἡμερῶν. Εὑρίσκεται ὁδὸς Φιλοθέης ἀρ. 3, Ἀθῆναι. bbox=[36, 1378, 251, 1468]
paragraph: Εἰς τὸ Βέρντεν ἡ ἡμέρα διῆλθεν ἡσύχως. Τὸ γερμανικὸν πυροβολικὸν ἐβομβάρδισε τὰς γραμμὰς μας ἀνατολικῶς τοῦ Μεύσεως. bbox=[498, 1542, 789, 1614]
headline-sub: ΠΡΟΣ ΤΟΝ ΒΑΣΙΛΕΑ bbox=[1113, 1817, 1311, 1842]
headline: ΑΙ ΕΠΙΧΕΙΡΗΣΕΙΣ bbox=[620, 1076, 968, 1123]
paragraph: Ῥάλλη περὶ τοῦ διακανονισμοῦ τῶν λεπτομερειῶν τῆς ἐκτελέσεως τῶν ληφθεισῶν ἀποφάσεων. bbox=[799, 259, 1090, 313]
paragraph: Τὸ ταχύπλουν καὶ πολυτελέστατον ἀτμόπλοιον «Βασιλεὺς Κωνσταντῖνος» ἀναχωρεῖ τὸ Σάββατον (13 τρέχ.) κατ' εὐθεῖαν διὰ Σῦρον, Τῆνον, Μύκονον. bbox=[262, 873, 484, 982]
notice-heading: ΜΝΗΜΟΣΥΝΟΝ bbox=[297, 235, 449, 260]
section-banner: Ειδήσεις Της Ημέρας bbox=[498, 90, 1090, 158]
paragraph: Κατὰ τηλεγράφημα ἐκ Πύργου πρὸ ἡμερῶν ἐξέσπασε ἰσχυρὰ χαλάζα ἡ ὁποία κατέστρεψε τὰς σταφίδας καὶ τὰ ἀμπέλια τῶν περιφερειῶν Ἠλείας καὶ Τριφυλίας. bbox=[1103, 1655, 1321, 1764]
subheading: — ΔΙΑΝΥΚΤΕΡΕΥΟΝΤΑ ΦΑΡΜΑΚΕΙΑ bbox=[1357, 1037, 1533, 1073]
column-4 bbox=[1103, 90, 1321, 2233]
divider bbox=[508, 1071, 1080, 1072]
paragraph: Ἡ κ. Δ. Γ. Γεζάκη καὶ ὁ κ. Χρῆστος Χ. Βλαχάκης τελοῦσι τεσσαρακονθήμερον μνημόσυνον εἰς τὸν Ἅγ. Νικόλαον διὰ τὴν ἀνάπαυσιν τῆς ψυχῆς τῆς προσφιλοῦς των μητρὸς Σοφίας Χ. Βλαχάκη. bbox=[262, 261, 484, 388]
ad-heading-small: ΔΙΑ ΤΗΝ ΒΟΥΛΙΑΓΜΕΝΗΝ bbox=[278, 1609, 468, 1628]
headline-sub: ΑΠΟ ΤΟΥΣ ΣΥΜΜΑΧΟΥΣ bbox=[1147, 1424, 1277, 1471]
ad-heading: ΚΑΥΣΟΥΓΑΣ ΤΑΤΟΓΟΥ bbox=[290, 1761, 456, 1780]
deceased-note: (Βεκυρόβου) bbox=[330, 537, 416, 554]
subheading: ΝΕΩΤΕΡΟΝ bbox=[601, 1619, 686, 1638]
paragraph: Ἀπόψε εἰς τὸ θέατρον τῆς ὁδοῦ Σταδίου ἡ θεατρικὴ σκηνὴ παρουσιάζει τὴν νέαν ἐπιθεώρησιν «Μπουμπούκι» μετὰ τῆς κ. Κυβέλης. bbox=[1334, 1657, 1556, 1748]
paragraph: ΛΟΝΔΙΝΟΝ, 11 Αὐγούστου. (Ἐπίσημον). — Αἱ ἐκ τοῦ ἀντιπάλου ἐπιθέσεις εἰς τὸ μέτωπον τοῦ Πωζιέρ ἀπεκρούσθησαν. Αἱ θέσεις μας ἐστερεώθησαν. bbox=[799, 1297, 1090, 1387]
paragraph: Ὁ Εὐαγγελικὸς Καστορίας μετὰ τοῦ ἀρχιερέως διεκόμισε ἐκθέσεις πρὸς τὸ Ὑπουργεῖον ἐπὶ τῶν Ἐξωτερικῶν. bbox=[498, 908, 789, 962]
ad-line: ΕΛΛΗΝΙΚΩΝ ΚΟΝΙΑΚ bbox=[298, 2154, 448, 2210]
section-title: ΚΙΝΗΣΙΣ bbox=[1355, 561, 1556, 602]
paragraph: Εἰς τὸ ζήτημα τῆς ἐπεμβάσεως τῶν Βουλγάρων εἰς τὰ Κοινοτικὰ ζητήματα ἡ Κυβέρνησις ἐπέδειξε τὴν ἀνάγκην νὰ τηρηθῇ αὐστηρὰ ἡ οὐδετερότης. bbox=[799, 733, 1090, 805]
ad-title: ΝΕΟ-606 bbox=[63, 1218, 224, 1254]
paragraph: Τὸ ἐκλεκτότερον ἀκροατήριον τῆς Κηφισιᾶς παρηκολούθησε τὴν συναυλίαν ὑπὲρ τοῦ Ἐρυθροῦ Σταυροῦ. bbox=[1334, 2012, 1556, 2084]
headline-deck: ΕΠΙΣΗΜΟΙ ΠΛΗΡΟΦΟΡΙΑΙ bbox=[498, 700, 1090, 730]
paragraph: Τὴν 21ην Αὐγούστου ἐ. ἔ. ἡμέραν Κυριακὴν καὶ ὥραν 11 π.μ. ἐκτίθεται εἰς Τατόϊ εἰς δημοπρασίαν ἡ ἐκμετάλλευσις τῆς καυσοξυλείας. bbox=[262, 1782, 484, 1891]
subheading: — Ο ΚΑΙΡΟΣ bbox=[1397, 819, 1493, 836]
section-heading: ΚΟΙΝΩΝΙΚΑ bbox=[36, 850, 251, 880]
subheading: — ΜΙΚΡΑΙ ΕΙΔΗΣΕΙΣ bbox=[1365, 1210, 1525, 1227]
